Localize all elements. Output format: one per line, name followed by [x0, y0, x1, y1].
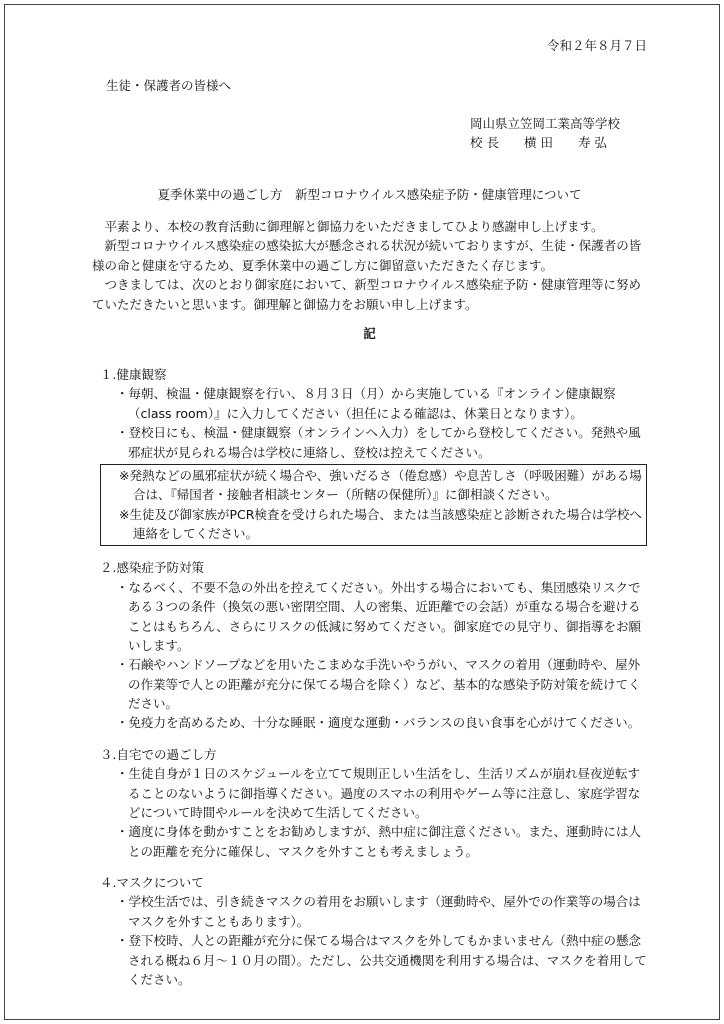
list-item: ・ 登校日にも、検温・健康観察（オンラインへ入力）をしてから登校してください。発熱や風邪症状が見られる場合は学校に連絡し、登校は控えてください。: [116, 423, 647, 462]
sender-block: [470, 114, 620, 153]
section-home-life: [100, 745, 647, 861]
school-name: 岡山県立笠岡工業高等学校: [470, 116, 621, 131]
list-item: ・ 免疫力を高めるため、十分な睡眠・適度な運動・バランスの良い食事を心がけてください。: [116, 713, 647, 732]
intro-paragraph: つきましては、次のとおり御家庭において、新型コロナウイルス感染症予防・健康管理等に努めていただきたいと思います。御理解と御協力をお願い申し上げます。: [92, 277, 642, 312]
section-list: [100, 384, 647, 462]
ki-heading: 記: [363, 326, 376, 341]
document-title: 夏季休業中の過ごし方 新型コロナウイルス感染症予防・健康管理について: [157, 187, 582, 202]
list-item: ・ 毎朝、検温・健康観察を行い、８月３日（月）から実施している『オンライン健康観察（class room）』に入力してください（担任による確認は、休業日となります）。: [116, 384, 647, 423]
list-item: ・ 生徒自身が１日のスケジュールを立てて規則正しい生活をし、生活リズムが崩れ昼夜逆転することのないように御指導ください。過度のスマホの利用やゲーム等に注意し、家庭学習などについて時間やルールを決めて生活してください。: [116, 764, 647, 822]
section-list: [100, 578, 647, 733]
list-item: ・ 登下校時、人との距離が充分に保てる場合はマスクを外してもかまいません（熱中症の懸念される概ね６月～１０月の間）。ただし、公共交通機関を利用する場合は、マスクを着用してください。: [116, 931, 647, 989]
list-item: ・ なるべく、不要不急の外出を控えてください。外出する場合においても、集団感染リスクである３つの条件（換気の悪い密閉空間、人の密集、近距離での会話）が重なる場合を避けることはもちろん、さらにリスクの低減に努めてください。御家庭での見守り、御指導をお願いします。: [116, 578, 647, 656]
notice-item: ※生徒及び御家族がPCR検査を受けられた場合、または当該感染症と診断された場合は学校へ連絡をしてください。: [119, 506, 642, 541]
document-date: 令和２年８月７日: [546, 38, 647, 53]
list-item: ・ 適度に身体を動かすことをお勧めしますが、熱中症に御注意ください。また、運動時には人との距離を充分に確保し、マスクを外すことも考えましょう。: [116, 822, 647, 861]
section-heading: １.健康観察: [100, 367, 167, 382]
list-item: ・ 学校生活では、引き続きマスクの着用をお願いします（運動時や、屋外での作業等の場合はマスクを外すこともあります）。: [116, 892, 647, 931]
notice-item: ※発熱などの風邪症状が続く場合や、強いだるさ（倦怠感）や息苦しさ（呼吸困難）がある場合は、『帰国者・接触者相談センター（所轄の保健所）』に御相談ください。: [119, 467, 642, 503]
principal-name: 校 長 横 田 寿 弘: [470, 135, 607, 151]
notice-box: [100, 464, 647, 547]
section-list: [100, 764, 647, 861]
sections: [100, 365, 647, 1001]
section-heading: ２.感染症予防対策: [100, 560, 204, 576]
intro-paragraph: 新型コロナウイルス感染症の感染拡大が懸念される状況が続いておりますが、生徒・保護者の皆様の命と健康を守るため、夏季休業中の過ごし方に御留意いただきたく存じます。: [92, 238, 642, 273]
section-heading: ３.自宅での過ごし方: [100, 746, 217, 762]
intro-paragraph: 平素より、本校の教育活動に御理解と御協力をいただきましてひより感謝申し上げます。: [104, 219, 604, 234]
section-health-check: [100, 365, 647, 546]
addressee: 生徒・保護者の皆様へ: [106, 78, 232, 93]
section-masks: [100, 873, 647, 989]
list-item: ・ 石鹸やハンドソープなどを用いたこまめな手洗いやうがい、マスクの着用（運動時や、屋外の作業等で人との距離が充分に保てる場合を除く）など、基本的な感染予防対策を続けてください。: [116, 655, 647, 713]
section-infection-prevention: [100, 558, 647, 732]
intro-text: [92, 217, 647, 314]
section-heading: ４.マスクについて: [100, 875, 204, 890]
section-list: [100, 892, 647, 989]
